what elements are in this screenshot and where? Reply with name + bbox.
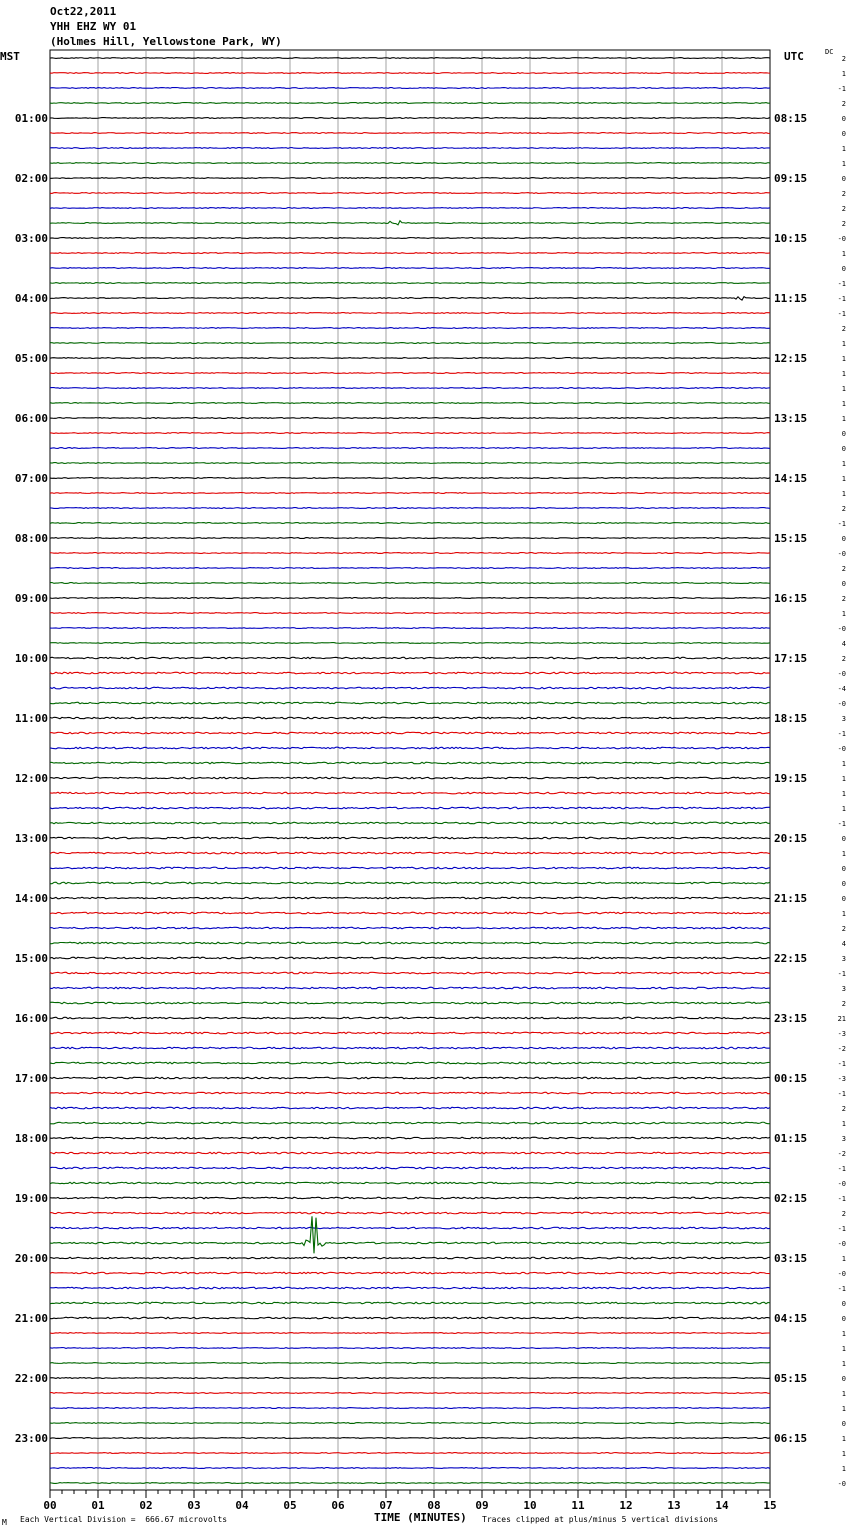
left-hour-label: 20:00 xyxy=(14,1252,48,1265)
left-hour-label: 05:00 xyxy=(14,352,48,365)
dc-offset-label: -1 xyxy=(837,1195,846,1203)
right-hour-label: 03:15 xyxy=(774,1252,808,1265)
dc-offset-label: -3 xyxy=(837,1030,846,1038)
seismic-trace xyxy=(50,598,770,599)
dc-offset-label: -1 xyxy=(837,280,846,288)
dc-offset-label: 1 xyxy=(841,490,846,498)
dc-offset-label: 2 xyxy=(841,595,846,603)
right-hour-label: 22:15 xyxy=(774,952,808,965)
left-hour-label: 14:00 xyxy=(14,892,48,905)
right-hour-label: 09:15 xyxy=(774,172,808,185)
seismic-trace xyxy=(50,148,770,149)
left-hour-label: 13:00 xyxy=(14,832,48,845)
seismic-trace xyxy=(50,762,770,764)
dc-offset-label: -0 xyxy=(837,235,846,243)
left-hour-label: 11:00 xyxy=(14,712,48,725)
dc-offset-label: 2 xyxy=(841,925,846,933)
seismic-trace xyxy=(50,1167,770,1169)
seismic-trace xyxy=(50,628,770,629)
dc-offset-label: 1 xyxy=(841,460,846,468)
seismic-trace xyxy=(50,253,770,254)
x-tick-label: 13 xyxy=(667,1499,681,1512)
seismic-trace xyxy=(50,643,770,644)
seismic-trace xyxy=(50,268,770,269)
dc-offset-label: 3 xyxy=(841,985,846,993)
seismic-trace xyxy=(50,1182,770,1184)
dc-offset-label: 0 xyxy=(841,1375,846,1383)
dc-offset-label: -0 xyxy=(837,1180,846,1188)
x-tick-label: 07 xyxy=(379,1499,393,1512)
seismic-trace xyxy=(50,732,770,734)
dc-offset-label: -2 xyxy=(837,1150,846,1158)
left-hour-label: 10:00 xyxy=(14,652,48,665)
right-hour-label: 08:15 xyxy=(774,112,808,125)
seismic-trace xyxy=(50,702,770,704)
seismic-trace xyxy=(50,1002,770,1004)
seismic-trace xyxy=(50,1107,770,1109)
dc-offset-label: 1 xyxy=(841,70,846,78)
dc-offset-label: -0 xyxy=(837,700,846,708)
seismic-trace xyxy=(50,373,770,374)
dc-offset-label: 3 xyxy=(841,715,846,723)
seismic-trace xyxy=(50,1197,770,1199)
seismic-trace xyxy=(50,912,770,914)
right-hour-label: 15:15 xyxy=(774,532,808,545)
seismic-trace xyxy=(50,73,770,74)
right-hour-label: 06:15 xyxy=(774,1432,808,1445)
seismic-trace xyxy=(50,747,770,749)
dc-offset-label: 1 xyxy=(841,1405,846,1413)
left-hour-label: 17:00 xyxy=(14,1072,48,1085)
seismic-trace xyxy=(50,1152,770,1154)
dc-offset-label: 1 xyxy=(841,355,846,363)
seismic-trace xyxy=(50,88,770,89)
left-hour-label: 21:00 xyxy=(14,1312,48,1325)
x-tick-label: 04 xyxy=(235,1499,249,1512)
dc-offset-label: 1 xyxy=(841,910,846,918)
right-hour-label: 04:15 xyxy=(774,1312,808,1325)
seismic-trace xyxy=(50,672,770,674)
seismic-trace xyxy=(50,942,770,944)
left-hour-label: 15:00 xyxy=(14,952,48,965)
seismic-trace xyxy=(50,403,770,404)
seismic-trace xyxy=(50,1363,770,1364)
right-hour-label: 00:15 xyxy=(774,1072,808,1085)
seismic-trace xyxy=(50,283,770,284)
seismic-trace xyxy=(50,508,770,509)
dc-offset-label: 0 xyxy=(841,535,846,543)
dc-offset-label: 1 xyxy=(841,790,846,798)
seismic-trace xyxy=(50,1077,770,1079)
x-tick-label: 15 xyxy=(763,1499,777,1512)
dc-offset-label: 2 xyxy=(841,1105,846,1113)
x-tick-label: 10 xyxy=(523,1499,537,1512)
left-hour-label: 01:00 xyxy=(14,112,48,125)
dc-offset-label: 1 xyxy=(841,1465,846,1473)
left-hour-label: 22:00 xyxy=(14,1372,48,1385)
right-hour-label: 19:15 xyxy=(774,772,808,785)
left-hour-label: 18:00 xyxy=(14,1132,48,1145)
dc-offset-label: 2 xyxy=(841,325,846,333)
right-hour-label: 01:15 xyxy=(774,1132,808,1145)
seismic-trace xyxy=(50,1378,770,1379)
dc-offset-label: 1 xyxy=(841,610,846,618)
location-label: (Holmes Hill, Yellowstone Park, WY) xyxy=(50,35,282,48)
dc-offset-label: 2 xyxy=(841,220,846,228)
seismic-trace xyxy=(50,1227,770,1229)
dc-offset-label: 1 xyxy=(841,1450,846,1458)
seismic-trace xyxy=(50,238,770,239)
dc-offset-label: -4 xyxy=(837,685,846,693)
dc-offset-label: -0 xyxy=(837,550,846,558)
dc-offset-label: 1 xyxy=(841,1120,846,1128)
x-tick-label: 08 xyxy=(427,1499,441,1512)
seismic-trace xyxy=(50,328,770,329)
seismic-trace xyxy=(50,1092,770,1094)
dc-offset-label: -1 xyxy=(837,1225,846,1233)
dc-offset-label: 1 xyxy=(841,415,846,423)
dc-offset-label: 0 xyxy=(841,130,846,138)
dc-offset-label: 2 xyxy=(841,1210,846,1218)
corner-mark: M xyxy=(2,1518,7,1527)
x-axis-label: TIME (MINUTES) xyxy=(374,1511,467,1524)
seismic-trace xyxy=(50,1062,770,1064)
seismic-trace xyxy=(50,463,770,464)
dc-offset-label: -0 xyxy=(837,625,846,633)
dc-offset-label: 2 xyxy=(841,205,846,213)
dc-offset-label: 4 xyxy=(841,640,846,648)
right-hour-label: 12:15 xyxy=(774,352,808,365)
seismic-trace xyxy=(50,493,770,494)
right-hour-label: 16:15 xyxy=(774,592,808,605)
seismic-trace xyxy=(50,1137,770,1139)
seismic-trace xyxy=(50,133,770,134)
dc-offset-label: 1 xyxy=(841,1360,846,1368)
dc-offset-label: 4 xyxy=(841,940,846,948)
left-hour-label: 04:00 xyxy=(14,292,48,305)
dc-offset-label: -1 xyxy=(837,1285,846,1293)
dc-offset-label: 0 xyxy=(841,880,846,888)
right-hour-label: 10:15 xyxy=(774,232,808,245)
dc-offset-label: -1 xyxy=(837,1090,846,1098)
dc-offset-label: 0 xyxy=(841,1315,846,1323)
dc-offset-label: 2 xyxy=(841,565,846,573)
dc-offset-label: 0 xyxy=(841,1300,846,1308)
seismic-trace xyxy=(50,1017,770,1019)
dc-offset-label: -1 xyxy=(837,310,846,318)
right-hour-label: 18:15 xyxy=(774,712,808,725)
seismic-trace xyxy=(50,553,770,554)
seismic-trace xyxy=(50,1216,770,1253)
dc-offset-label: 1 xyxy=(841,1345,846,1353)
dc-offset-label: 0 xyxy=(841,835,846,843)
seismic-trace xyxy=(50,103,770,104)
seismic-trace xyxy=(50,957,770,959)
dc-offset-label: -1 xyxy=(837,85,846,93)
right-hour-label: 05:15 xyxy=(774,1372,808,1385)
dc-offset-label: 1 xyxy=(841,250,846,258)
dc-offset-label: -0 xyxy=(837,670,846,678)
dc-offset-label: 2 xyxy=(841,55,846,63)
seismic-trace xyxy=(50,448,770,449)
seismic-trace xyxy=(50,1302,770,1304)
x-tick-label: 03 xyxy=(187,1499,201,1512)
seismic-trace xyxy=(50,687,770,689)
dc-offset-label: 1 xyxy=(841,1390,846,1398)
left-hour-label: 16:00 xyxy=(14,1012,48,1025)
station-label: YHH EHZ WY 01 xyxy=(50,20,137,33)
x-tick-label: 12 xyxy=(619,1499,633,1512)
seismic-trace xyxy=(50,852,770,854)
dc-offset-label: 1 xyxy=(841,805,846,813)
seismic-trace xyxy=(50,1272,770,1274)
dc-offset-label: -0 xyxy=(837,745,846,753)
seismic-trace xyxy=(50,1453,770,1454)
dc-offset-label: 21 xyxy=(837,1015,846,1023)
dc-offset-label: 0 xyxy=(841,175,846,183)
dc-offset-label: 3 xyxy=(841,1135,846,1143)
x-tick-label: 14 xyxy=(715,1499,729,1512)
seismic-trace xyxy=(50,523,770,524)
x-tick-label: 11 xyxy=(571,1499,585,1512)
left-timezone-label: MST xyxy=(0,50,20,63)
seismic-trace xyxy=(50,433,770,434)
dc-offset-label: 1 xyxy=(841,850,846,858)
left-hour-label: 09:00 xyxy=(14,592,48,605)
dc-offset-label: 1 xyxy=(841,145,846,153)
dc-label: DC xyxy=(825,48,834,56)
seismic-trace xyxy=(50,568,770,569)
right-hour-label: 13:15 xyxy=(774,412,808,425)
left-hour-label: 12:00 xyxy=(14,772,48,785)
seismic-trace xyxy=(50,58,770,59)
seismic-trace xyxy=(50,867,770,869)
seismic-trace xyxy=(50,478,770,479)
dc-offset-label: 1 xyxy=(841,1435,846,1443)
dc-offset-label: 0 xyxy=(841,265,846,273)
seismic-trace xyxy=(50,1257,770,1259)
seismic-trace xyxy=(50,717,770,719)
seismic-trace xyxy=(50,297,770,300)
date-label: Oct22,2011 xyxy=(50,5,117,18)
dc-offset-label: 2 xyxy=(841,1000,846,1008)
left-hour-label: 19:00 xyxy=(14,1192,48,1205)
dc-offset-label: 2 xyxy=(841,100,846,108)
dc-offset-label: 2 xyxy=(841,505,846,513)
dc-offset-label: 0 xyxy=(841,430,846,438)
dc-offset-label: -3 xyxy=(837,1075,846,1083)
seismic-trace xyxy=(50,1408,770,1409)
right-hour-label: 02:15 xyxy=(774,1192,808,1205)
dc-offset-label: 3 xyxy=(841,955,846,963)
seismic-trace xyxy=(50,163,770,164)
seismic-trace xyxy=(50,1483,770,1484)
seismic-trace xyxy=(50,1423,770,1424)
x-tick-label: 06 xyxy=(331,1499,345,1512)
scale-note: Each Vertical Division = 666.67 microvolts xyxy=(20,1515,228,1524)
x-tick-label: 05 xyxy=(283,1499,297,1512)
dc-offset-label: -1 xyxy=(837,520,846,528)
seismic-trace xyxy=(50,1212,770,1214)
plot-frame xyxy=(50,50,770,1490)
dc-offset-label: -0 xyxy=(837,1480,846,1488)
seismic-trace xyxy=(50,1438,770,1439)
x-tick-label: 09 xyxy=(475,1499,489,1512)
seismic-trace xyxy=(50,1333,770,1334)
right-hour-label: 11:15 xyxy=(774,292,808,305)
x-tick-label: 01 xyxy=(91,1499,105,1512)
dc-offset-label: -1 xyxy=(837,1165,846,1173)
seismic-trace xyxy=(50,118,770,119)
seismic-trace xyxy=(50,208,770,209)
right-hour-label: 14:15 xyxy=(774,472,808,485)
left-hour-label: 07:00 xyxy=(14,472,48,485)
dc-offset-label: 0 xyxy=(841,895,846,903)
seismic-trace xyxy=(50,1047,770,1049)
dc-offset-label: -1 xyxy=(837,1060,846,1068)
seismic-trace xyxy=(50,777,770,779)
x-tick-label: 00 xyxy=(43,1499,57,1512)
seismic-trace xyxy=(50,538,770,539)
right-hour-label: 23:15 xyxy=(774,1012,808,1025)
dc-offset-label: -1 xyxy=(837,730,846,738)
seismic-trace xyxy=(50,1348,770,1349)
right-hour-label: 17:15 xyxy=(774,652,808,665)
right-hour-label: 21:15 xyxy=(774,892,808,905)
dc-offset-label: 1 xyxy=(841,475,846,483)
seismic-trace xyxy=(50,1468,770,1469)
dc-offset-label: 1 xyxy=(841,1255,846,1263)
dc-offset-label: 1 xyxy=(841,340,846,348)
left-hour-label: 06:00 xyxy=(14,412,48,425)
dc-offset-label: 1 xyxy=(841,160,846,168)
seismic-trace xyxy=(50,1393,770,1394)
dc-offset-label: -1 xyxy=(837,295,846,303)
left-hour-label: 03:00 xyxy=(14,232,48,245)
seismic-trace xyxy=(50,388,770,389)
seismic-trace xyxy=(50,897,770,899)
x-tick-label: 02 xyxy=(139,1499,153,1512)
dc-offset-label: -0 xyxy=(837,1240,846,1248)
seismic-trace xyxy=(50,1287,770,1289)
dc-offset-label: 0 xyxy=(841,115,846,123)
left-hour-label: 08:00 xyxy=(14,532,48,545)
dc-offset-label: 1 xyxy=(841,400,846,408)
seismic-trace xyxy=(50,792,770,794)
seismic-trace xyxy=(50,807,770,809)
seismic-trace xyxy=(50,1317,770,1319)
seismic-trace xyxy=(50,822,770,824)
dc-offset-label: -1 xyxy=(837,820,846,828)
right-timezone-label: UTC xyxy=(784,50,804,63)
dc-offset-label: 0 xyxy=(841,580,846,588)
clip-note: Traces clipped at plus/minus 5 vertical divisions xyxy=(482,1515,719,1524)
dc-offset-label: 1 xyxy=(841,370,846,378)
seismic-trace xyxy=(50,418,770,419)
dc-offset-label: 0 xyxy=(841,865,846,873)
dc-offset-label: 2 xyxy=(841,190,846,198)
dc-offset-label: 1 xyxy=(841,1330,846,1338)
seismic-trace xyxy=(50,343,770,344)
dc-offset-label: 1 xyxy=(841,760,846,768)
seismic-trace xyxy=(50,987,770,989)
seismic-trace xyxy=(50,178,770,179)
seismic-trace xyxy=(50,1032,770,1034)
seismic-trace xyxy=(50,221,770,225)
dc-offset-label: -1 xyxy=(837,970,846,978)
seismic-trace xyxy=(50,972,770,974)
seismic-trace xyxy=(50,882,770,884)
dc-offset-label: 0 xyxy=(841,1420,846,1428)
seismic-trace xyxy=(50,927,770,929)
dc-offset-label: 1 xyxy=(841,775,846,783)
seismic-trace xyxy=(50,358,770,359)
dc-offset-label: -0 xyxy=(837,1270,846,1278)
right-hour-label: 20:15 xyxy=(774,832,808,845)
dc-offset-label: -2 xyxy=(837,1045,846,1053)
dc-offset-label: 2 xyxy=(841,655,846,663)
left-hour-label: 02:00 xyxy=(14,172,48,185)
dc-offset-label: 0 xyxy=(841,445,846,453)
seismic-trace xyxy=(50,1122,770,1124)
seismic-trace xyxy=(50,837,770,839)
seismic-trace xyxy=(50,613,770,614)
left-hour-label: 23:00 xyxy=(14,1432,48,1445)
dc-offset-label: 1 xyxy=(841,385,846,393)
seismic-trace xyxy=(50,313,770,314)
seismic-trace xyxy=(50,657,770,659)
seismic-trace xyxy=(50,193,770,194)
seismic-trace xyxy=(50,583,770,584)
